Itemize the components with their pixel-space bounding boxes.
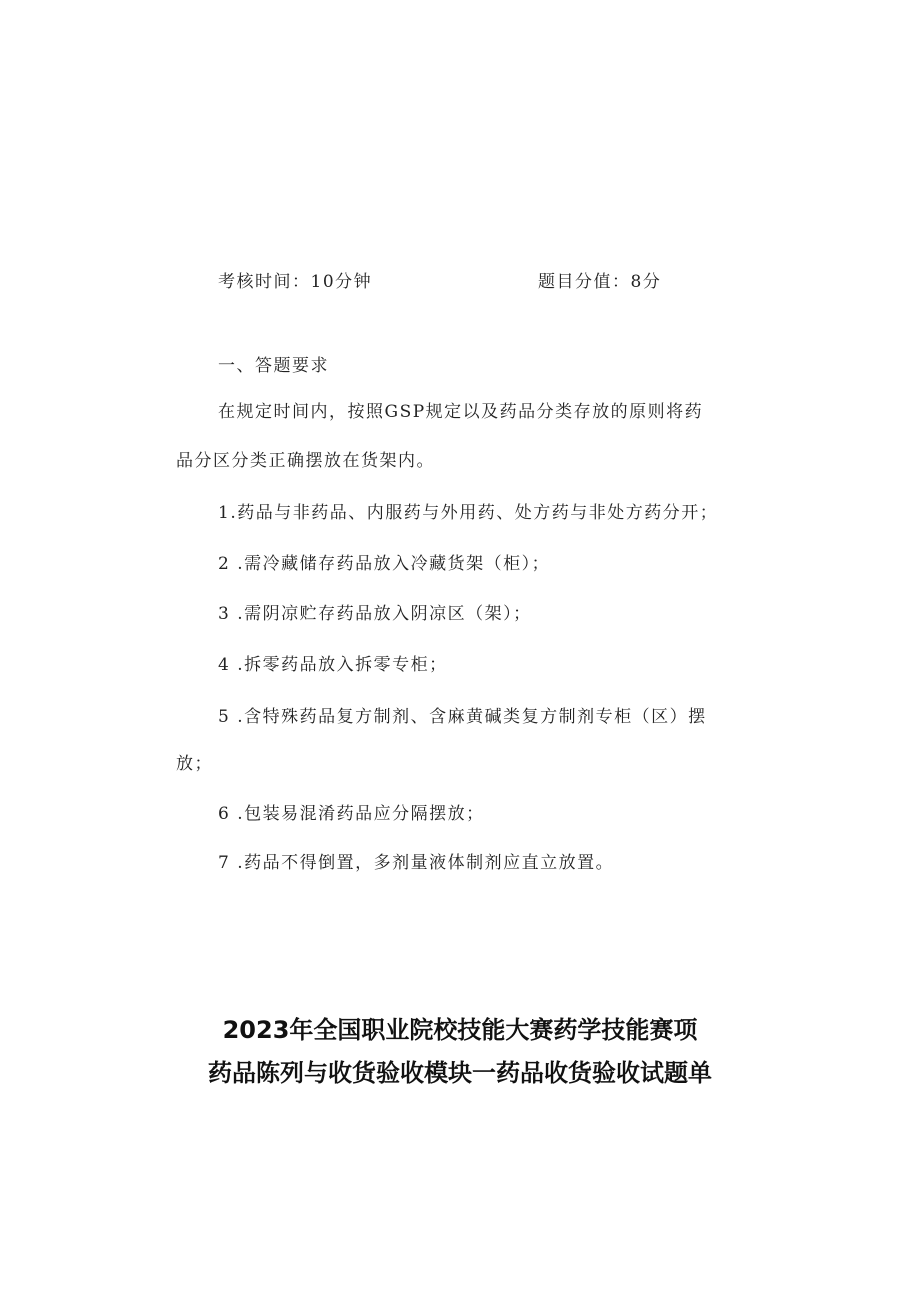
rule-4: 4 .拆零药品放入拆零专柜； — [218, 655, 448, 675]
rule-2: 2 .需冷藏储存药品放入冷藏货架（柜）； — [218, 554, 551, 574]
rule-1: 1.药品与非药品、内服药与外用药、处方药与非处方药分开； — [218, 503, 719, 523]
rule-3: 3 .需阴凉贮存药品放入阴凉区（架）； — [218, 604, 532, 624]
rule-6: 6 .包装易混淆药品应分隔摆放； — [218, 804, 485, 824]
rule-7: 7 .药品不得倒置，多剂量液体制剂应直立放置。 — [218, 853, 615, 873]
document-title-line-2: 药品陈列与收货验收模块一药品收货验收试题单 — [208, 1059, 712, 1087]
intro-line-2: 品分区分类正确摆放在货架内。 — [176, 451, 435, 471]
intro-line-1: 在规定时间内，按照GSP规定以及药品分类存放的原则将药 — [218, 402, 704, 422]
document-title-line-1: 2023年全国职业院校技能大赛药学技能赛项 — [222, 1016, 698, 1044]
exam-time: 考核时间：10分钟 — [218, 272, 373, 292]
score-value: 题目分值：8分 — [538, 272, 662, 292]
rule-5-continued: 放； — [176, 754, 213, 774]
rule-5: 5 .含特殊药品复方制剂、含麻黄碱类复方制剂专柜（区）摆 — [218, 707, 707, 727]
section-heading: 一、答题要求 — [218, 356, 329, 376]
